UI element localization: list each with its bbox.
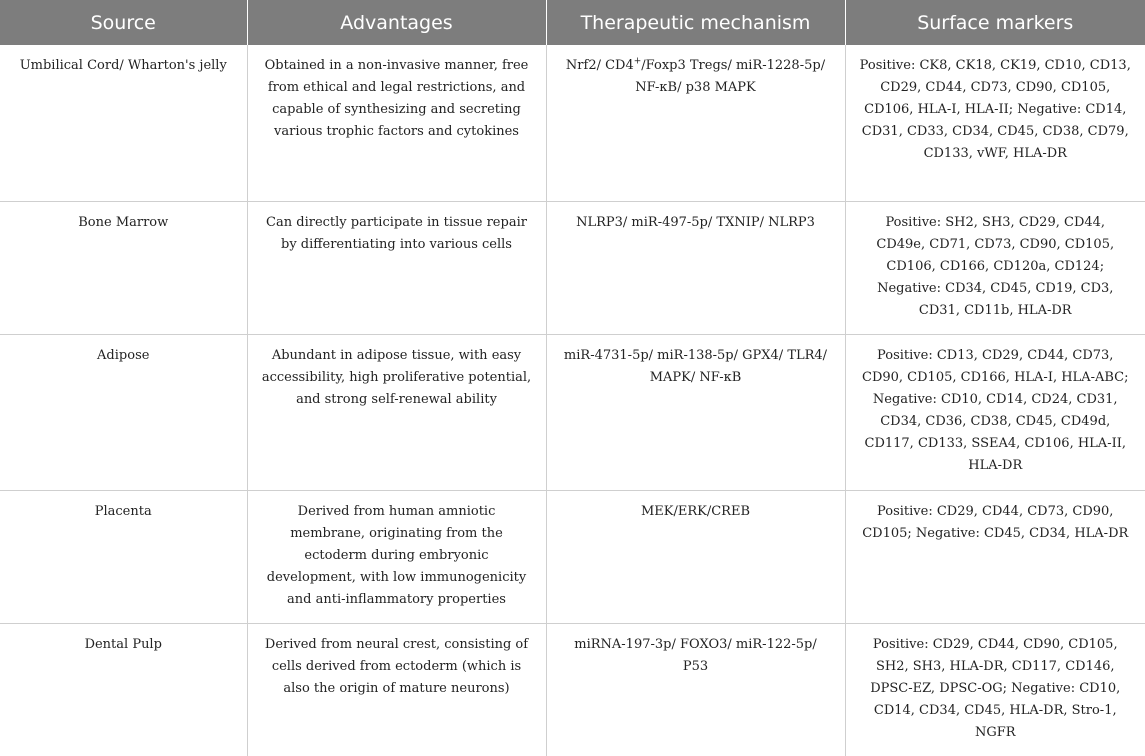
cell-advantages: Obtained in a non-invasive manner, free from ethical and legal restrictions, and capable of synthesizing and secreting various trophic factors and cytokines — [247, 45, 546, 201]
mechanism-with-superscript: Nrf2/ CD4+/Foxp3 Tregs/ miR-1228-5p/ NF-κB/ p38 MAPK — [565, 56, 826, 95]
cell-markers: Positive: CD13, CD29, CD44, CD73, CD90, CD105, CD166, HLA-I, HLA-ABC; Negative: CD10, CD14, CD24, CD31, CD34, CD36, CD38, CD45, CD49d, CD117, CD133, SSEA4, CD106, HLA-II, HLA-DR — [845, 334, 1145, 490]
cell-source: Umbilical Cord/ Wharton's jelly — [0, 45, 247, 201]
cell-mechanism — [546, 45, 845, 201]
cell-markers: Positive: SH2, SH3, CD29, CD44, CD49e, CD71, CD73, CD90, CD105, CD106, CD166, CD120a, CD124; Negative: CD34, CD45, CD19, CD3, CD31, CD11b, HLA-DR — [845, 201, 1145, 334]
header-markers: Surface markers — [845, 0, 1145, 45]
cell-advantages: Abundant in adipose tissue, with easy accessibility, high proliferative potential, and strong self-renewal ability — [247, 334, 546, 490]
cell-mechanism: miR-4731-5p/ miR-138-5p/ GPX4/ TLR4/ MAPK/ NF-κB — [546, 334, 845, 490]
cell-source: Bone Marrow — [0, 201, 247, 334]
table-body — [0, 45, 1145, 756]
cell-source: Adipose — [0, 334, 247, 490]
cell-markers: Positive: CD29, CD44, CD90, CD105, SH2, SH3, HLA-DR, CD117, CD146, DPSC-EZ, DPSC-OG; Negative: CD10, CD14, CD34, CD45, HLA-DR, Stro-1, NGFR — [870, 636, 1121, 740]
cell-markers: Positive: CD29, CD44, CD73, CD90, CD105; Negative: CD45, CD34, HLA-DR — [845, 490, 1145, 623]
table-row — [0, 201, 1145, 334]
cell-mechanism: MEK/ERK/CREB — [546, 490, 845, 623]
table-row — [0, 45, 1145, 201]
header-advantages: Advantages — [247, 0, 546, 45]
table-row — [0, 334, 1145, 490]
cell-mechanism: miRNA-197-3p/ FOXO3/ miR-122-5p/ P53 — [546, 623, 845, 756]
header-row — [0, 0, 1145, 45]
table-row — [0, 623, 1145, 756]
header-source: Source — [0, 0, 247, 45]
table-row — [0, 490, 1145, 623]
cell-markers: Positive: CK8, CK18, CK19, CD10, CD13, CD29, CD44, CD73, CD90, CD105, CD106, HLA-I, HLA-II; Negative: CD14, CD31, CD33, CD34, CD45, CD38, CD79, CD133, vWF, HLA-DR — [845, 45, 1145, 201]
cell-advantages: Derived from neural crest, consisting of cells derived from ectoderm (which is also the origin of mature neurons) — [247, 623, 546, 756]
cell-advantages: Derived from human amniotic membrane, originating from the ectoderm during embryonic development, with low immunogenicity and anti-inflammatory properties — [247, 490, 546, 623]
cell-mechanism: NLRP3/ miR-497-5p/ TXNIP/ NLRP3 — [546, 201, 845, 334]
table-header — [0, 0, 1145, 45]
cell-source: Dental Pulp — [0, 623, 247, 756]
header-mechanism: Therapeutic mechanism — [546, 0, 845, 45]
cell-advantages: Can directly participate in tissue repair by differentiating into various cells — [247, 201, 546, 334]
cell-source: Placenta — [0, 490, 247, 623]
